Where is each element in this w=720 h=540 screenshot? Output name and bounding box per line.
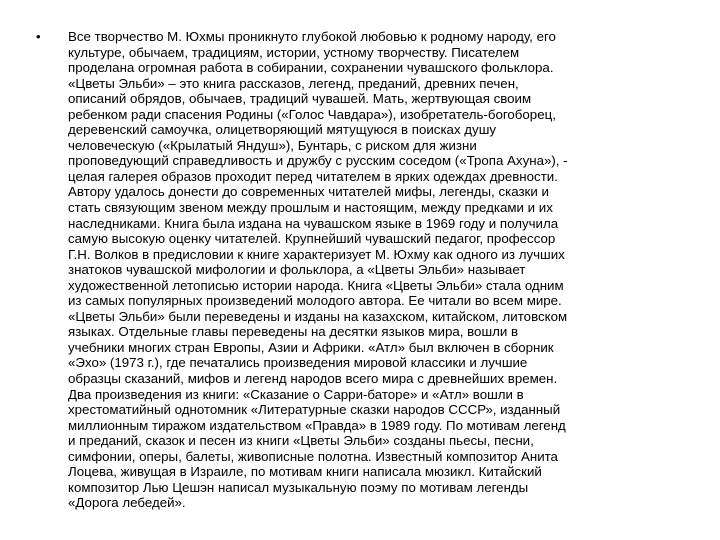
paragraph-line: культуре, обычаем, традициям, истории, устному творчеству. Писателем [68,44,520,60]
paragraph-line: проделана огромная работа в собирании, сохранении чувашского фольклора. [68,60,554,76]
paragraph-line: образцы сказаний, мифов и легенд народов всего мира с древнейших времен. [68,371,558,387]
paragraph-line: деревенский самоучка, олицетворяющий мятущуюся в поисках душу [68,122,497,138]
paragraph-line: из самых популярных произведений молодого автора. Ее читали во всем мире. [68,293,562,309]
paragraph-line: человеческую («Крылатый Яндуш»), Бунтарь, с риском для жизни [68,137,477,153]
paragraph-line: хрестоматийный однотомник «Литературные сказки народов СССР», изданный [68,402,561,418]
paragraph-line: проповедующий справедливость и дружбу с русским соседом («Тропа Ахуна»), - [68,153,568,169]
paragraph-line: самую высокую оценку читателей. Крупнейший чувашский педагог, профессор [68,231,556,247]
paragraph-line: Все творчество М. Юхмы проникнуто глубокой любовью к родному народу, его [68,29,556,44]
paragraph-line: языках. Отдельные главы переведены на десятки языков мира, вошли в [68,324,519,340]
paragraph-line: «Цветы Эльби» были переведены и изданы на казахском, китайском, литовском [68,308,568,324]
body-paragraph [68,29,698,511]
paragraph-line: целая галерея образов проходит перед читателем в ярких одеждах древности. [68,168,558,184]
paragraph-line: знатоков чувашской мифологии и фольклора, а «Цветы Эльби» называет [68,262,526,278]
paragraph-line: ребенком ради спасения Родины («Голос Чавдара»), изобретатель-богоборец, [68,106,556,122]
paragraph-line: симфонии, оперы, балеты, живописные полотна. Известный композитор Анита [68,448,558,464]
paragraph-line: композитор Лью Цешэн написал музыкальную поэму по мотивам легенды [68,479,529,495]
bullet-marker: • [36,29,41,44]
paragraph-line: Г.Н. Волков в предисловии к книге характеризует М. Юхму как одного из лучших [68,246,565,262]
paragraph-line: стать связующим звеном между прошлым и настоящим, между предками и их [68,200,553,216]
paragraph-line: «Дорога лебедей». [68,495,186,511]
paragraph-line: Два произведения из книги: «Сказание о Сарри-баторе» и «Атл» вошли в [68,386,524,402]
paragraph-line: Лоцева, живущая в Израиле, по мотивам книги написала мюзикл. Китайский [68,464,542,480]
paragraph-line: описаний обрядов, обычаев, традиций чувашей. Мать, жертвующая своим [68,91,532,107]
paragraph-line: Автору удалось донести до современных читателей мифы, легенды, сказки и [68,184,549,200]
paragraph-line: и преданий, сказок и песен из книги «Цветы Эльби» созданы пьесы, песни, [68,433,534,449]
paragraph-line: «Цветы Эльби» – это книга рассказов, легенд, преданий, древних печен, [68,75,519,91]
paragraph-line: миллионным тиражом издательством «Правда» в 1989 году. По мотивам легенд [68,417,566,433]
paragraph-line: художественной летописью истории народа. Книга «Цветы Эльби» стала одним [68,277,564,293]
paragraph-line: «Эхо» (1973 г.), где печатались произведения мировой классики и лучшие [68,355,528,371]
paragraph-line: наследниками. Книга была издана на чувашском языке в 1969 году и получила [68,215,559,231]
paragraph-line: учебники многих стран Европы, Азии и Африки. «Атл» был включен в сборник [68,339,554,355]
